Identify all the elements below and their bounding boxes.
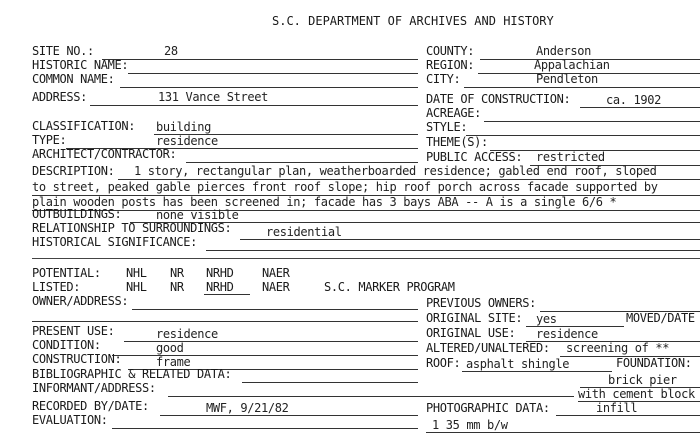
city-line: [464, 87, 700, 88]
classification-value: building: [156, 120, 211, 134]
address-label: ADDRESS:: [32, 90, 87, 104]
altered-value: screening of **: [566, 341, 670, 355]
historical-significance-line: [206, 250, 700, 251]
photographic-data-label: PHOTOGRAPHIC DATA:: [426, 401, 550, 415]
city-label: CITY:: [426, 72, 461, 86]
type-label: TYPE:: [32, 133, 67, 147]
roof-value: asphalt shingle: [466, 357, 570, 371]
architect-line: [186, 162, 418, 163]
listed-label: LISTED:: [32, 280, 81, 294]
evaluation-line: [112, 428, 418, 429]
style-label: STYLE:: [426, 120, 468, 134]
date-of-construction-label: DATE OF CONSTRUCTION:: [426, 92, 571, 106]
county-label: COUNTY:: [426, 44, 475, 58]
original-use-value: residence: [536, 327, 598, 341]
potential-option-naer[interactable]: NAER: [262, 266, 290, 280]
relationship-line: [240, 239, 700, 240]
listed-option-naer[interactable]: NAER: [262, 280, 290, 294]
informant-line: [168, 396, 574, 397]
description-rule-3: [32, 210, 700, 211]
recorded-by-label: RECORDED BY/DATE:: [32, 399, 149, 413]
roof-label: ROOF:: [426, 356, 461, 370]
roof-line: [462, 371, 612, 372]
bibliographic-line: [242, 382, 418, 383]
owner-address-label: OWNER/ADDRESS:: [32, 294, 129, 308]
common-name-line: [120, 87, 418, 88]
original-use-label: ORIGINAL USE:: [426, 326, 516, 340]
style-line: [466, 135, 700, 136]
evaluation-label: EVALUATION:: [32, 413, 108, 427]
photographic-value-2: 1 35 mm b/w: [432, 418, 508, 432]
potential-option-nrhd[interactable]: NRHD: [206, 266, 234, 280]
historical-significance-label: HISTORICAL SIGNIFICANCE:: [32, 235, 197, 249]
listed-option-nhl[interactable]: NHL: [126, 280, 147, 294]
historic-name-line: [128, 73, 418, 74]
potential-label: POTENTIAL:: [32, 266, 101, 280]
outbuildings-value: none visible: [156, 208, 239, 222]
city-value: Pendleton: [536, 72, 598, 86]
region-label: REGION:: [426, 58, 475, 72]
architect-label: ARCHITECT/CONTRACTOR:: [32, 147, 177, 161]
address-value: 131 Vance Street: [158, 90, 268, 104]
address-line: [90, 105, 418, 106]
present-use-value: residence: [156, 327, 218, 341]
acreage-line: [484, 121, 700, 122]
type-value: residence: [156, 134, 218, 148]
common-name-label: COMMON NAME:: [32, 72, 115, 86]
foundation-label: FOUNDATION:: [616, 356, 692, 370]
description-label: DESCRIPTION:: [32, 164, 115, 178]
construction-label: CONSTRUCTION:: [32, 352, 122, 366]
description-line-1: 1 story, rectangular plan, weatherboarded residence; gabled end roof, sloped: [134, 164, 657, 178]
owner-address-line: [132, 309, 418, 310]
bibliographic-label: BIBLIOGRAPHIC & RELATED DATA:: [32, 367, 232, 381]
relationship-value: residential: [266, 225, 342, 239]
site-no-value: 28: [164, 44, 178, 58]
foundation-value-2: with cement block: [578, 387, 695, 401]
photographic-value-1: infill: [596, 401, 638, 415]
previous-owners-label: PREVIOUS OWNERS:: [426, 296, 536, 310]
photographic-line-2: [426, 432, 700, 433]
historic-name-label: HISTORIC NAME:: [32, 58, 129, 72]
photographic-line-1: [556, 415, 700, 416]
outbuildings-label: OUTBUILDINGS:: [32, 207, 122, 221]
marker-program-label: S.C. MARKER PROGRAM: [324, 280, 455, 294]
owner-address-line-2: [32, 321, 418, 322]
foundation-value-1: brick pier: [608, 373, 677, 387]
classification-label: CLASSIFICATION:: [32, 119, 136, 133]
moved-date-label: MOVED/DATE: [626, 311, 695, 325]
present-use-label: PRESENT USE:: [32, 324, 115, 338]
form-title: S.C. DEPARTMENT OF ARCHIVES AND HISTORY: [272, 14, 554, 28]
date-of-construction-value: ca. 1902: [606, 93, 661, 107]
county-value: Anderson: [536, 44, 591, 58]
section-separator: [32, 258, 700, 259]
region-value: Appalachian: [534, 58, 610, 72]
acreage-label: ACREAGE:: [426, 106, 481, 120]
altered-label: ALTERED/UNALTERED:: [426, 341, 550, 355]
construction-value: frame: [156, 355, 191, 369]
listed-option-nr[interactable]: NR: [170, 280, 184, 294]
site-no-line: [102, 59, 418, 60]
condition-value: good: [156, 341, 184, 355]
description-line-2: to street, peaked gable pierces front roof slope; hip roof porch across facade supported by: [32, 180, 658, 194]
informant-label: INFORMANT/ADDRESS:: [32, 381, 156, 395]
condition-label: CONDITION:: [32, 338, 101, 352]
listed-option-nrhd-selected[interactable]: NRHD: [206, 280, 234, 294]
public-access-label: PUBLIC ACCESS:: [426, 150, 523, 164]
date-of-construction-line: [580, 107, 700, 108]
listed-selected-underline: [204, 294, 250, 295]
recorded-by-line: [160, 415, 418, 416]
recorded-by-value: MWF, 9/21/82: [206, 401, 289, 415]
public-access-value: restricted: [536, 150, 605, 164]
potential-option-nr[interactable]: NR: [170, 266, 184, 280]
site-no-label: SITE NO.:: [32, 44, 94, 58]
original-site-value: yes: [536, 312, 557, 326]
description-line-3: plain wooden posts has been screened in; facade has 3 bays ABA -- A is a single 6/6 *: [32, 195, 617, 209]
themes-label: THEME(S):: [426, 135, 488, 149]
relationship-label: RELATIONSHIP TO SURROUNDINGS:: [32, 221, 232, 235]
potential-option-nhl[interactable]: NHL: [126, 266, 147, 280]
original-site-label: ORIGINAL SITE:: [426, 311, 523, 325]
